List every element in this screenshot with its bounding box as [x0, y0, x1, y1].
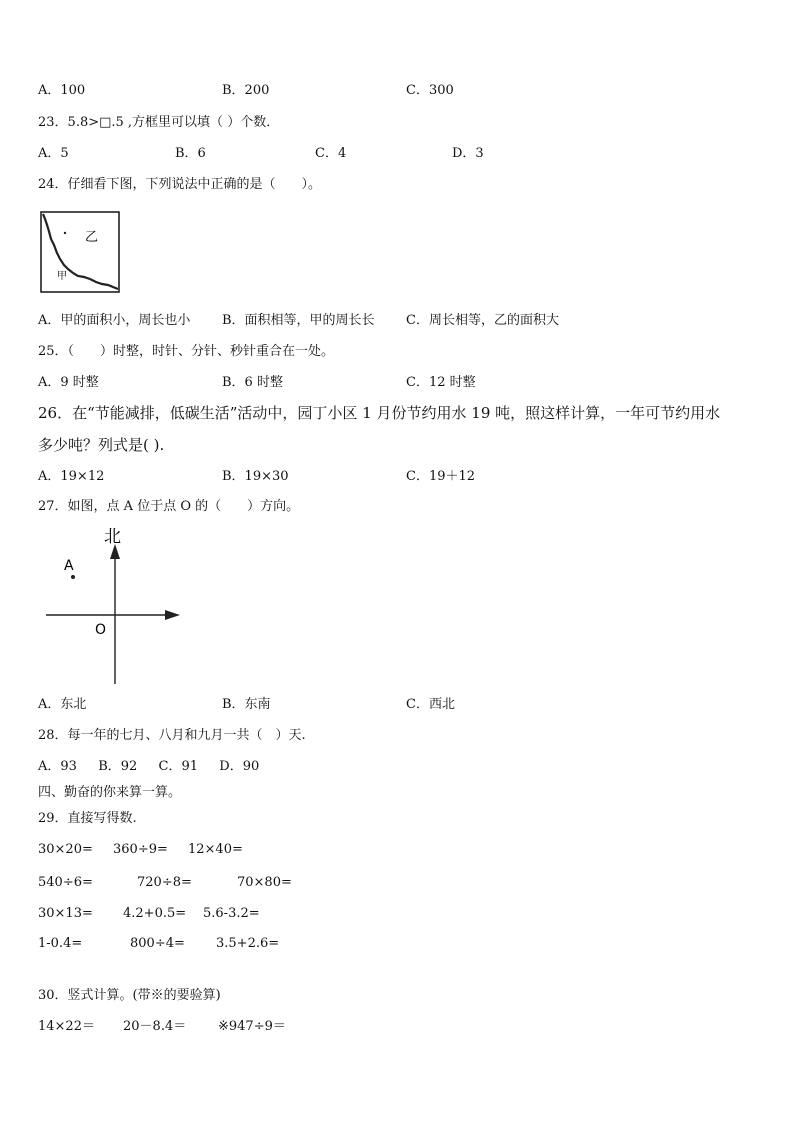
q29-expr: 70×80= [237, 875, 292, 890]
q29-expr: 30×13= [38, 906, 93, 921]
q25-option-c: C．12 时整 [406, 375, 476, 390]
q29-expr: 3.5+2.6= [216, 936, 280, 951]
q30-stem: 30．竖式计算。(带※的要验算) [38, 988, 221, 1003]
q24-option-c: C．周长相等，乙的面积大 [406, 313, 559, 328]
q26-stem-line2: 多少吨？列式是( ). [38, 436, 165, 454]
q30-item: 14×22＝ [38, 1019, 95, 1034]
q22-option-c: C．300 [406, 83, 454, 98]
q26-option-a: A．19×12 [38, 469, 105, 484]
q23-option-a: A．5 [38, 146, 69, 161]
q27-stem: 27．如图，点 A 位于点 O 的（ ）方向。 [38, 499, 300, 514]
q27-option-c: C．西北 [406, 697, 455, 712]
point-a-label: A [64, 558, 74, 574]
point-a [71, 575, 75, 579]
q23-stem: 23．5.8>□.5 ,方框里可以填（ ）个数． [38, 115, 280, 130]
q30-item: 20－8.4＝ [123, 1019, 187, 1034]
dividing-curve [43, 214, 118, 289]
q24-figure [38, 209, 124, 299]
q26-option-b: B．19×30 [222, 469, 289, 484]
q23-option-d: D．3 [452, 146, 484, 161]
q25-option-a: A．9 时整 [38, 375, 99, 390]
square-outline [41, 212, 119, 292]
section-4-title: 四、勤奋的你来算一算。 [38, 785, 182, 800]
q26-stem-line1: 26．在“节能减排，低碳生活”活动中，园丁小区 1 月份节约用水 19 吨，照这样计算，一年可节约用水 [38, 404, 721, 422]
q27-compass-figure [38, 524, 188, 690]
q29-expr: 5.6-3.2= [203, 906, 260, 921]
q27-option-b: B．东南 [222, 697, 271, 712]
q29-expr: 12×40= [188, 842, 243, 857]
q28-stem: 28．每一年的七月、八月和九月一共（ ）天. [38, 728, 306, 743]
east-arrowhead [165, 610, 180, 620]
q24-option-b: B．面积相等，甲的周长长 [222, 313, 375, 328]
q25-stem: 25．（ ）时整，时针、分针、秒针重合在一处。 [38, 344, 335, 359]
q27-option-a: A．东北 [38, 697, 87, 712]
q29-expr: 1-0.4= [38, 936, 83, 951]
q22-option-a: A．100 [38, 83, 86, 98]
q28-options: A．93 B．92 C．91 D．90 [38, 759, 260, 774]
q22-option-b: B．200 [222, 83, 270, 98]
small-dot [64, 232, 66, 234]
q24-option-a: A．甲的面积小，周长也小 [38, 313, 191, 328]
q26-option-c: C．19＋12 [406, 469, 476, 484]
q29-expr: 540÷6= [38, 875, 93, 890]
q29-expr: 360÷9= [113, 842, 168, 857]
q24-stem: 24．仔细看下图，下列说法中正确的是（ ）。 [38, 177, 322, 192]
q29-stem: 29．直接写得数. [38, 811, 137, 826]
origin-label: O [95, 622, 107, 638]
q23-option-c: C．4 [315, 146, 347, 161]
q30-item: ※947÷9＝ [218, 1019, 286, 1034]
q29-expr: 4.2+0.5= [123, 906, 187, 921]
q25-option-b: B．6 时整 [222, 375, 283, 390]
q29-expr: 800÷4= [130, 936, 185, 951]
q29-expr: 720÷8= [137, 875, 192, 890]
north-label: 北 [104, 527, 121, 547]
q23-option-b: B．6 [175, 146, 206, 161]
label-jia: 甲 [57, 271, 67, 282]
q29-expr: 30×20= [38, 842, 93, 857]
label-yi: 乙 [85, 230, 99, 245]
